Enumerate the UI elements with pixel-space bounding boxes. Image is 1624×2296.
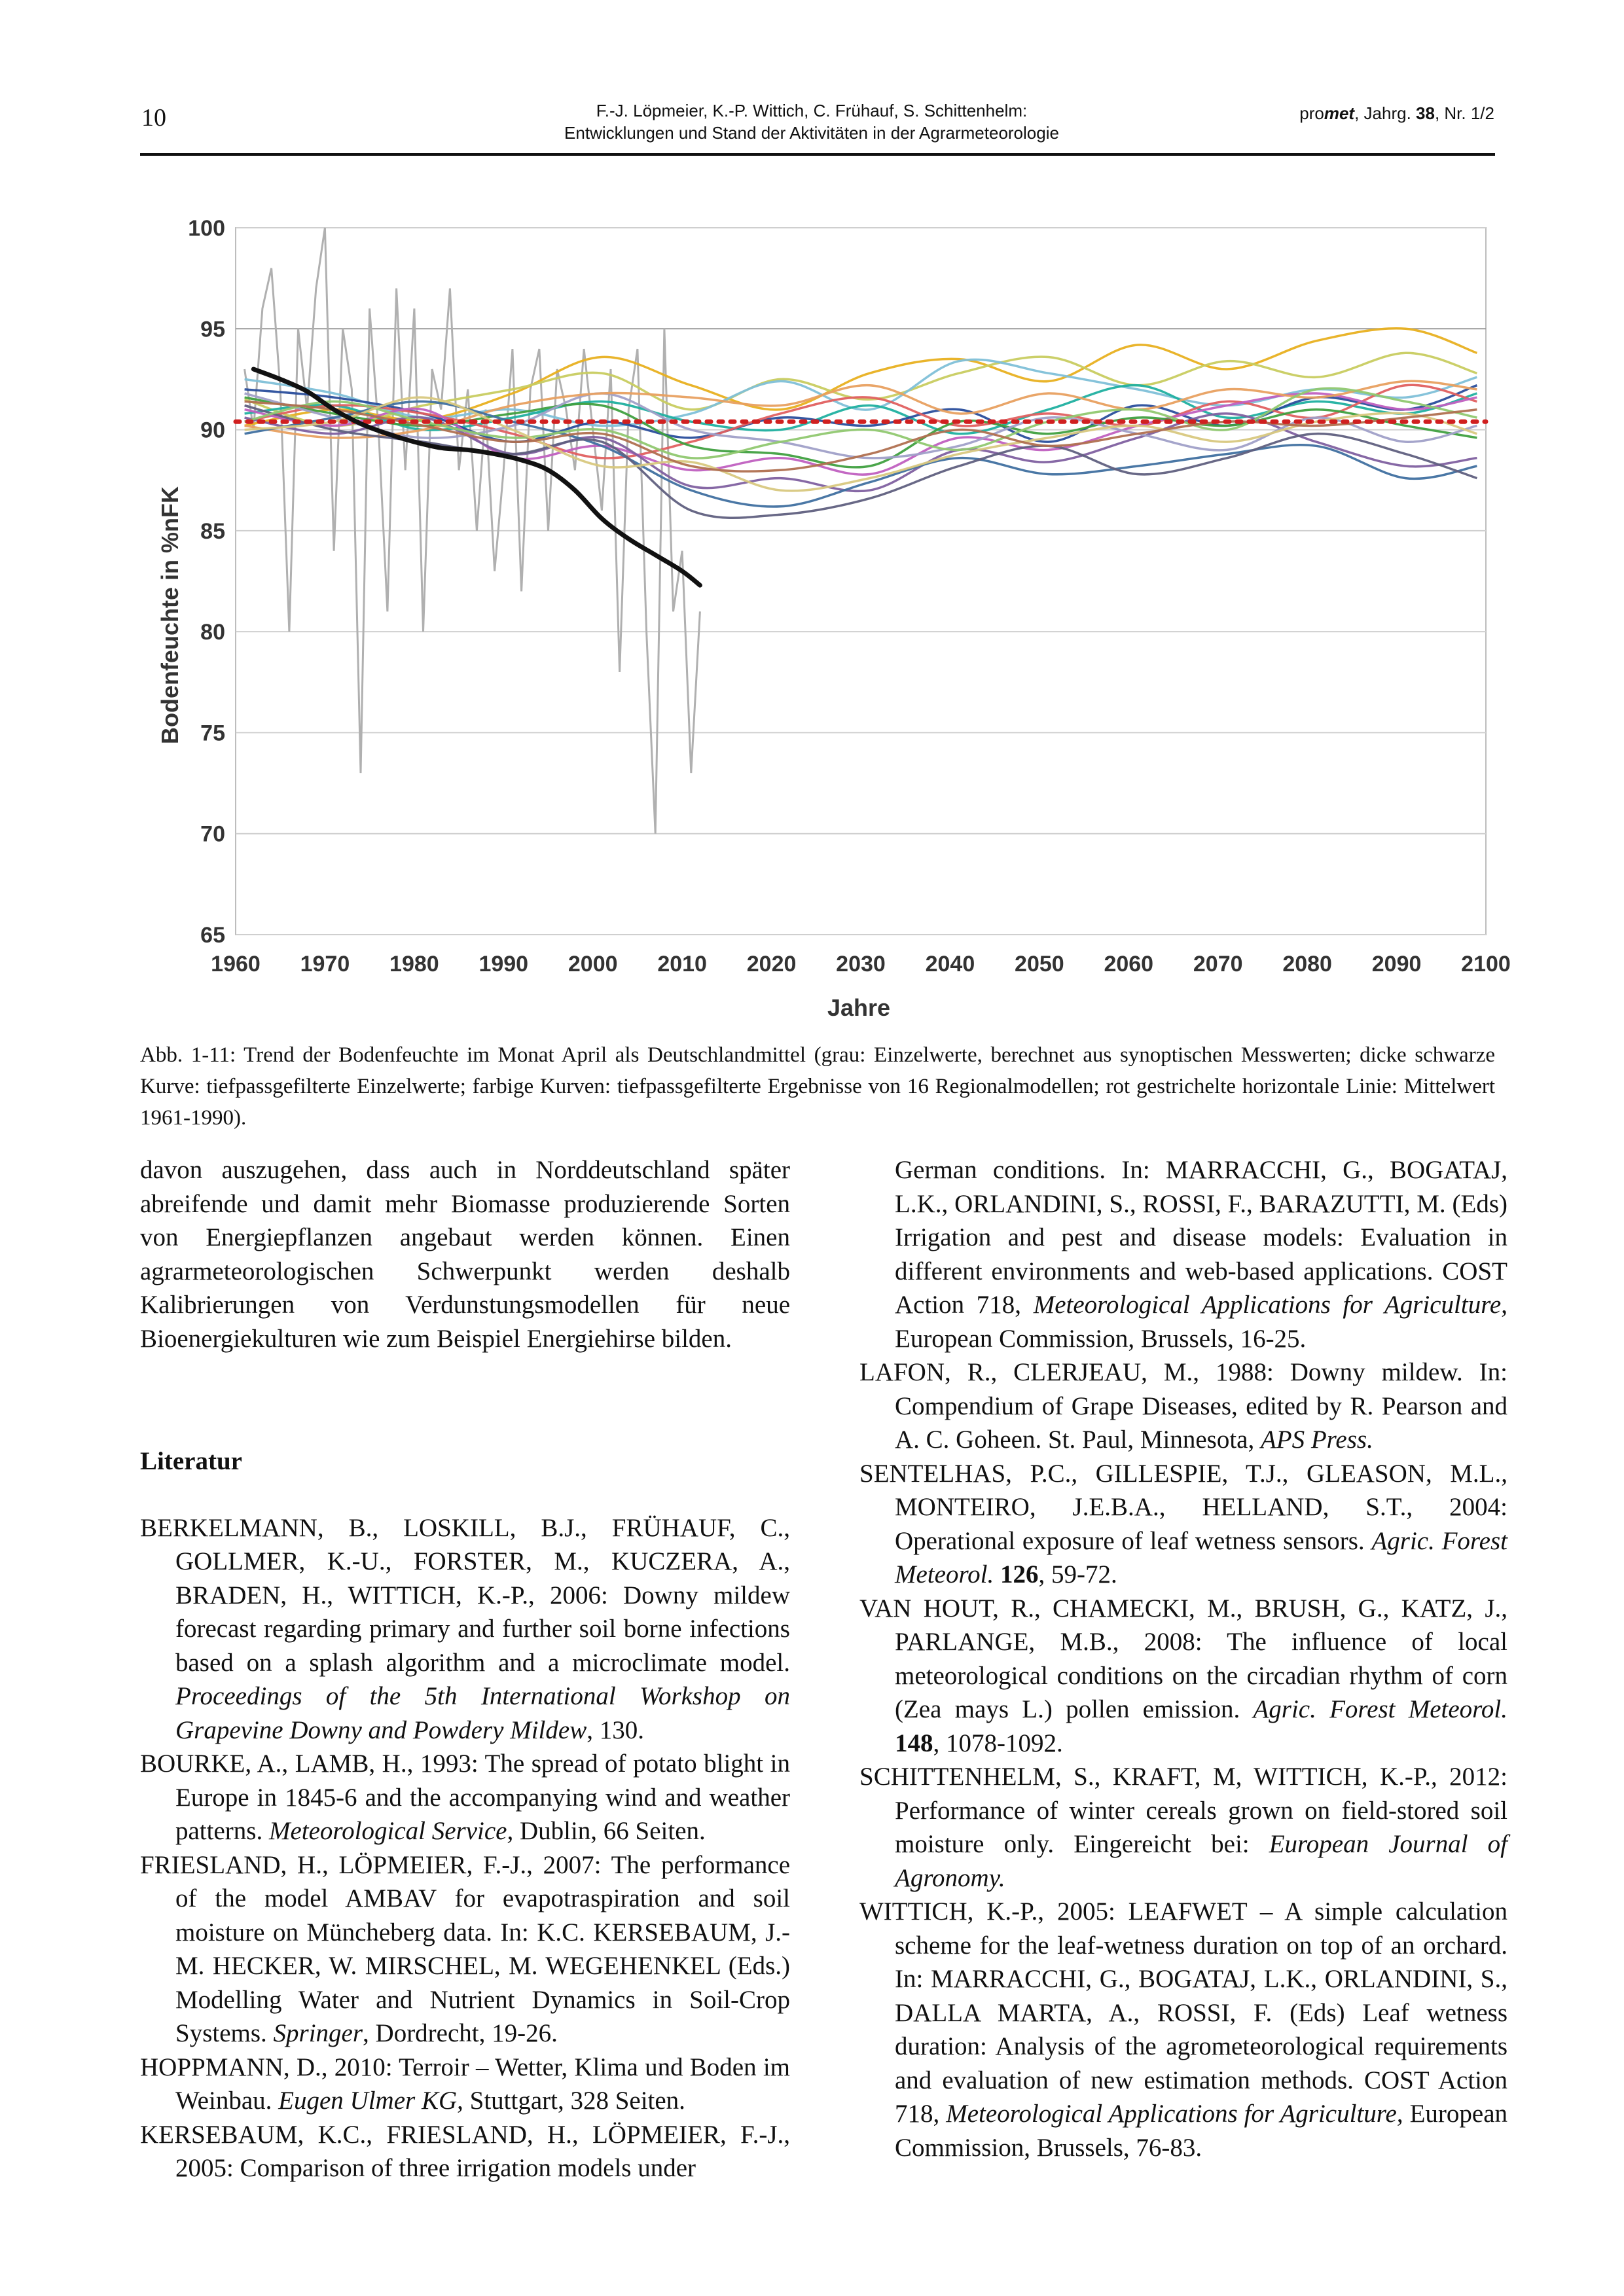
reference-entry xyxy=(859,1457,1507,1592)
ref-tail: , European Commission, Brussels, 16-25. xyxy=(895,1291,1507,1353)
x-tick-label: 1990 xyxy=(478,952,529,977)
ref-italic: APS Press. xyxy=(1260,1426,1373,1454)
ref-text: LAFON, R., CLERJEAU, M., 1988: Downy mildew. In: Compendium of Grape Diseases, edited by R. Pearson and A. C. Goheen. St. Paul, Minnesota, xyxy=(859,1358,1507,1454)
ref-italic: Agric. Forest Meteorol. xyxy=(1253,1695,1507,1723)
soil-moisture-chart xyxy=(131,196,1511,1041)
ref-tail: , 59-72. xyxy=(1038,1560,1117,1588)
left-reference-list xyxy=(140,1511,790,2185)
journal-name-pre: pro xyxy=(1299,103,1324,123)
ref-text: WITTICH, K.-P., 2005: LEAFWET – A simple calculation scheme for the leaf-wetness duration on top of an orchard. In: MARRACCHI, G., BOGATAJ, L.K., ORLANDINI, S., DALLA MARTA, A., ROSSI, F. (Eds) Leaf wetness duration: Analysis of the agrometeorological requirements and evaluation of new estimation methods. COST Action 718, xyxy=(859,1897,1507,2128)
running-header xyxy=(367,99,1257,144)
running-header-title: Entwicklungen und Stand der Aktivitäten in der Agrarmeteorologie xyxy=(564,123,1059,143)
ref-text: German conditions. In: MARRACCHI, G., BOGATAJ, L.K., ORLANDINI, S., ROSSI, F., BARAZUTTI, M. (Eds) Irrigation and pest and disease models: Evaluation in different environments and web-based applications. COST Action 718, xyxy=(895,1156,1507,1319)
x-tick-label: 2020 xyxy=(746,952,797,977)
reference-entry xyxy=(140,2118,790,2185)
ref-text: HOPPMANN, D., 2010: Terroir – Wetter, Klima und Boden im Weinbau. xyxy=(140,2053,790,2115)
x-tick-label: 2010 xyxy=(657,952,707,977)
x-tick-label: 2030 xyxy=(836,952,886,977)
y-axis-label: Bodenfeuchte in %nFK xyxy=(156,486,183,744)
ref-bold: 148 xyxy=(895,1729,933,1757)
reference-continuation xyxy=(859,1153,1507,1355)
x-tick-label: 1980 xyxy=(389,952,439,977)
header-rule xyxy=(140,153,1495,156)
y-tick-label: 95 xyxy=(200,317,225,342)
section-title: Literatur xyxy=(140,1447,242,1475)
x-tick-label: 2100 xyxy=(1461,952,1511,977)
ref-text: KERSEBAUM, K.C., FRIESLAND, H., LÖPMEIER, F.-J., 2005: Comparison of three irrigation models under xyxy=(140,2120,790,2182)
ref-italic: Agric. Forest Meteorol. xyxy=(895,1526,1507,1588)
ref-italic: Meteorological Service, xyxy=(268,1817,514,1845)
reference-entry xyxy=(859,1760,1507,1895)
ref-text: BERKELMANN, B., LOSKILL, B.J., FRÜHAUF, C., GOLLMER, K.-U., FORSTER, M., KUCZERA, A., BRADEN, H., WITTICH, K.-P., 2006: Downy mildew forecast regarding primary and further soil borne infections based on a splash algorithm and a microclimate model. xyxy=(140,1513,790,1677)
ref-bold: 126 xyxy=(994,1560,1039,1588)
y-tick-labels xyxy=(188,216,225,948)
y-tick-label: 80 xyxy=(200,620,225,645)
journal-year-label: , Jahrg. xyxy=(1354,103,1416,123)
ref-tail: , Dordrecht, 19-26. xyxy=(363,2019,558,2047)
x-tick-label: 1970 xyxy=(300,952,350,977)
page-number: 10 xyxy=(141,104,166,132)
reference-entry xyxy=(859,1592,1507,1761)
ref-tail: , European Commission, Brussels, 76-83. xyxy=(895,2100,1507,2162)
journal-issue: , Nr. 1/2 xyxy=(1434,103,1494,123)
journal-volume: 38 xyxy=(1416,103,1435,123)
x-tick-label: 2070 xyxy=(1193,952,1243,977)
right-reference-list xyxy=(859,1355,1507,2164)
x-tick-label: 2090 xyxy=(1371,952,1422,977)
x-tick-label: 2080 xyxy=(1282,952,1332,977)
reference-entry xyxy=(859,1895,1507,2164)
ref-tail: Dublin, 66 Seiten. xyxy=(513,1817,706,1845)
ref-text: SENTELHAS, P.C., GILLESPIE, T.J., GLEASON, M.L., MONTEIRO, J.E.B.A., HELLAND, S.T., 2004: Operational exposure of leaf wetness sensors. xyxy=(859,1459,1507,1555)
ref-italic: Proceedings of the 5th International Workshop on Grapevine Downy and Powdery Mildew xyxy=(175,1682,790,1744)
intro-paragraph: davon auszugehen, dass auch in Norddeutschland später abreifende und damit mehr Biomasse produzierende Sorten von Energiepflanzen angebaut werden können. Einen agrarmeteorologischen Schwerpunkt werden deshalb Kalibrierungen von Verdunstungsmodellen für neue Bioenergiekulturen wie zum Beispiel Energiehirse bilden. xyxy=(140,1156,790,1353)
journal-reference xyxy=(1299,103,1494,124)
x-tick-labels xyxy=(211,952,1511,977)
reference-entry xyxy=(140,1511,790,1748)
y-tick-label: 85 xyxy=(200,518,225,544)
running-header-authors: F.-J. Löpmeier, K.-P. Wittich, C. Frühauf, S. Schittenhelm: xyxy=(596,101,1028,120)
y-tick-label: 100 xyxy=(188,216,225,241)
x-tick-label: 2050 xyxy=(1015,952,1064,977)
journal-name-met: met xyxy=(1324,103,1355,123)
y-tick-label: 90 xyxy=(200,418,225,443)
x-axis-label: Jahre xyxy=(827,994,891,1021)
reference-entry xyxy=(140,1747,790,1848)
ref-text: FRIESLAND, H., LÖPMEIER, F.-J., 2007: The performance of the model AMBAV for evapotraspiration and soil moisture on Müncheberg data. In: K.C. KERSEBAUM, J.-M. HECKER, W. MIRSCHEL, M. WEGEHENKEL (Eds.) Modelling Water and Nutrient Dynamics in Soil-Crop Systems. xyxy=(140,1850,790,2047)
plot-frame xyxy=(236,228,1486,935)
right-column xyxy=(859,1153,1507,2164)
figure-caption: Abb. 1-11: Trend der Bodenfeuchte im Monat April als Deutschlandmittel (grau: Einzelwerte, berechnet aus synoptischen Messwerten; dicke schwarze Kurve: tiefpassgefilterte Einzelwerte; farbige Kurven: tiefpassgefilterte Ergebnisse von 16 Regionalmodellen; rot gestrichelte horizontale Linie: Mittelwert 1961-1990). xyxy=(140,1043,1495,1130)
chart-grid xyxy=(236,228,1486,935)
y-tick-label: 70 xyxy=(200,821,225,847)
ref-italic: Meteorological Applications for Agriculture xyxy=(946,2100,1397,2128)
ref-tail: , 130. xyxy=(586,1715,644,1744)
x-tick-label: 2000 xyxy=(568,952,618,977)
ref-text: SCHITTENHELM, S., KRAFT, M, WITTICH, K.-P., 2012: Performance of winter cereals grown on field-stored soil moisture only. Eingereicht bei: xyxy=(859,1763,1507,1858)
ref-italic: Meteorological Applications for Agriculture xyxy=(1033,1291,1502,1319)
x-tick-label: 2060 xyxy=(1104,952,1154,977)
ref-italic: European Journal of Agronomy. xyxy=(895,1830,1507,1892)
y-tick-label: 65 xyxy=(200,923,225,948)
left-column xyxy=(140,1153,790,2185)
reference-entry xyxy=(140,1848,790,2051)
ref-italic: Eugen Ulmer KG xyxy=(278,2087,458,2115)
reference-entry xyxy=(140,2051,790,2118)
x-tick-label: 1960 xyxy=(211,952,261,977)
ref-tail: , Stuttgart, 328 Seiten. xyxy=(457,2087,685,2115)
ref-italic: Springer xyxy=(273,2019,363,2047)
ref-text: BOURKE, A., LAMB, H., 1993: The spread of potato blight in Europe in 1845-6 and the accompanying wind and weather patterns. xyxy=(140,1749,790,1845)
y-tick-label: 75 xyxy=(200,721,225,746)
reference-entry xyxy=(859,1355,1507,1457)
ref-tail: , 1078-1092. xyxy=(933,1729,1063,1757)
x-tick-label: 2040 xyxy=(925,952,975,977)
ref-text: VAN HOUT, R., CHAMECKI, M., BRUSH, G., KATZ, J., PARLANGE, M.B., 2008: The influence of local meteorological conditions on the circadian rhythm of corn (Zea mays L.) pollen emission. xyxy=(859,1594,1507,1723)
